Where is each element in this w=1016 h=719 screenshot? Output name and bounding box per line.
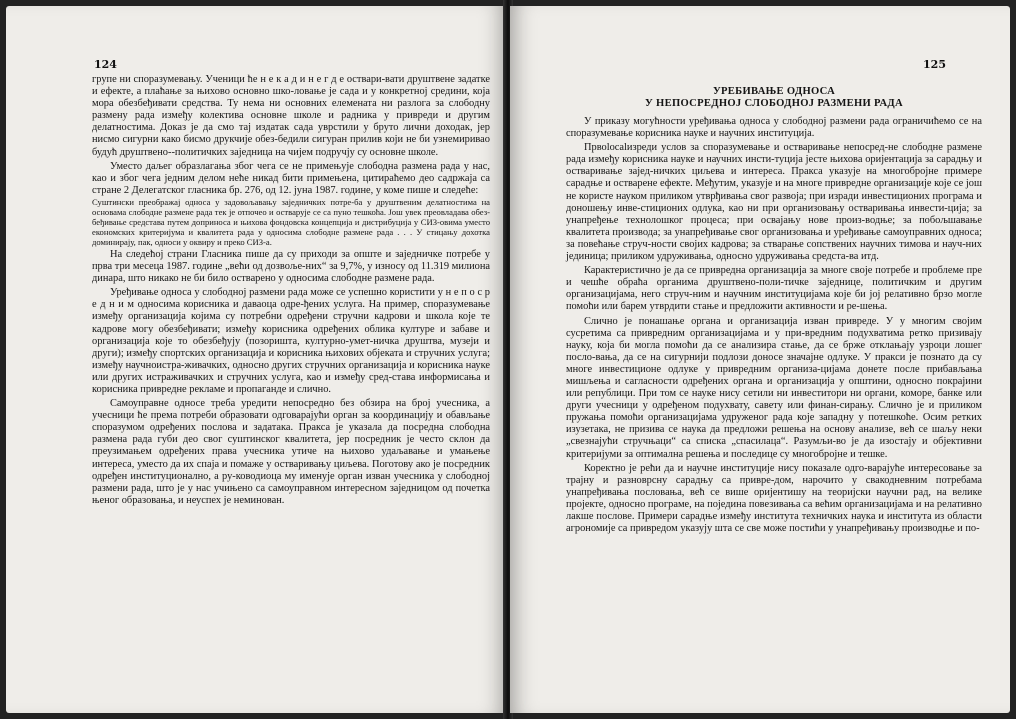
right-page-body xyxy=(566,86,982,535)
paragraph: Слично је понашање органа и организација изван привреде. У у многим својим сусретима са привредним организацијама и у при-вредним подухватима ретко призивају науку, која би могла помоћи да се анализира стање, да се брже отклањају узроци лошег посло-вања, да се на сигурнији подлози доносе значајне одлуке. У пракси је познато да су многе инвестиционе одлуке у привредним организа-цијама донете после прибављања мишљења и сагласности одређених органа и организација у општини, односно покрајини или републици. При том се науке нису сетили ни инвеститори ни органи, коморе, банке или други учесници у одређеном подухвату, савету или финан-сирању. Слично је и приликом пружања помоћи организацијама удруженог рада које западну у потешкоће. Осим ретких изузетака, не призива се наука да предложи решења на основу анализе, већ се шаљу неки „свезнајући стручњаци“ са списка „спасилаца“. Разумљи-во је да изостају и објективни критеријуми за оптимална решења и последице су многобројне и тешке. xyxy=(566,315,982,460)
heading-line-2: У НЕПОСРЕДНОЈ СЛОБОДНОЈ РАЗМЕНИ РАДА xyxy=(645,98,903,109)
left-page xyxy=(6,6,506,713)
right-page xyxy=(510,6,1010,713)
paragraph: Самоуправне односе треба уредити непосредно без обзира на број учесника, а учесници ће према потреби образовати одговарајући орган за координацију и обављање споразумом одређених послова и задатака. Пракса је указала да посредна слободна размена рада губи део свог суштинског квалитета, јер посредник је често склон да преузимањем одређених права учесника утиче на њихово удаљавање и умањење интереса, уместо да их спаја и помаже у остваривању циљева. Поготову ако је посредник одређен институционално, а ру-ководиоца му именује орган изван учесника у слободној размени рада, што је у нас учињено са самоуправном интересном заједницом од почетка њеног образовања, и неуспех је неминован. xyxy=(92,398,490,506)
paragraph: групе ни споразумевању. Ученици ће н е к а д и н е г д е оствари-вати друштвене задатке и ефекте, а плаћање за њихово основно шко-ловање је сада и у конкретној средини, која мора обезбеђивати средства. Ту нема ни основних елемената ни разлога за слободну размену рада између колектива основне школе и радника у привреди и другим делатностима. Доказ је да смо тај издатак сада уврстили у бруто лични доходак, јер нисмо сигурни како бисмо друкчије обез-бедили сигуран прилив који не би узнемиривао будућ друштвено--политичких заједница на чијем подручју су основне школе. xyxy=(92,74,490,158)
paragraph: Првоlocalизреди услов за споразумевање и остваривање непосред-не слободне размене рада између корисника науке и научних инсти-туција јесте њихова оријентација за сарадњу и остваривање зајед-ничких циљева и интереса. Пракса указује на многобројне примере сарадње и остварене ефекте. Међутим, указује и на многе привредне организације које се још не користе науком приликом утврђивања свог развоја; при изради инвестиционих програма и доношењу инве-стиционих одлука, као ни при организовању остваривања инвести-ција; за унапређење технолошког процеса; при освајању нове произ-водње; за побољшавање квалитета производа; за унапређивање свог организовања и уређивање самоуправних односа; за повећање струч-ности својих кадрова; за стварање сопствених научних тимова и науч-них јединица; приликом удруживања, односно удруживања средста-ва итд. xyxy=(566,142,982,263)
left-page-body xyxy=(92,74,490,507)
paragraph: На следећој страни Гласника пише да су приходи за опште и заједничке потребе у прва три месеца 1987. године „већи од дозвоље-них“ за 9,7%, у износу од 11.319 милиона динара, што никако не би било остварено у односима слободне размене рада. xyxy=(92,248,490,285)
section-heading xyxy=(566,86,982,110)
paragraph: Коректно је рећи да и научне институције нису показале одго-варајуће интересовање за трајну и разноврсну сарадњу са привре-дом, нарочито у свакодневним потребама унапређивања пословања, већ се више оријентишу на теоријски научни рад, на велике пројекте, односно програме, на поједина повезивања са већим организацијама и на релативно лакше послове. Примери сарадње између института техничких наука и института из области агрономије са привредом указују шта се све може постићи у унапређивању производње и по- xyxy=(566,462,982,535)
paragraph: Уређивање односа у слободној размени рада може се успешно користити у н е п о с р е д н и м односима корисника и даваоца одре-ђених услуга. На пример, споразумевање између организација којима су потребни одређени стручни кадрови и школа које те кадрове могу обезбеђивати; између корисника одређених облика културе и забаве и организација које то обезбеђују (позоришта, културно-умет-ничка друштва, музеји и други); између спортских организација и корисника њихових објеката и стручних услуга; између научноистра-живачких, односно других стручних организација и корисника науке или других истраживачких и стручних услуга, као и између сред-става информисања и корисника привредне рекламе и пропаганде и слично. xyxy=(92,287,490,395)
paragraph: Уместо даљег образлагања због чега се не примењује слободна размена рада у нас, као и због чега једним делом неће никад бити примењена, цитираћемо део садржаја са стране 2 Делегатског гласника бр. 276, од 12. јуна 1987. године, у коме пише и следеће: xyxy=(92,160,490,196)
paragraph: Карактеристично је да се привредна организација за многе своје потребе и проблеме пре и чешће обраћа органима друштвено-поли-тичке заједнице, политичким и другим организацијама, него струч-ним и научним институцијама које би јој релативно брзо могле помоћи или барем утврдити стање и предложити активности и ре-шења. xyxy=(566,265,982,313)
page-number-left: 124 xyxy=(94,58,117,71)
paragraph: У приказу могућности уређивања односа у слободној размени рада ограничићемо се на споразумевање корисника науке и научних институција. xyxy=(566,116,982,140)
page-number-right: 125 xyxy=(923,58,946,71)
block-quote: Суштински преображај односа у задовољавању заједничких потре-ба у друштвеним делатностима на основама слободне размене рада тек је отпочео и остварује се са пуно тешкоћа. Још увек преовладава обез-беђивање средстава путем доприноса и њихова фондовска концепција и дистрибуција у СИЗ-овима уместо економских критеријума и квалитета рада у односима слободне размене рада . . . У стицању дохотка доминирају, пак, односи у оквиру и преко СИЗ-а. xyxy=(92,196,490,247)
heading-line-1: УРЕБИВАЊЕ ОДНОСА xyxy=(712,86,836,97)
